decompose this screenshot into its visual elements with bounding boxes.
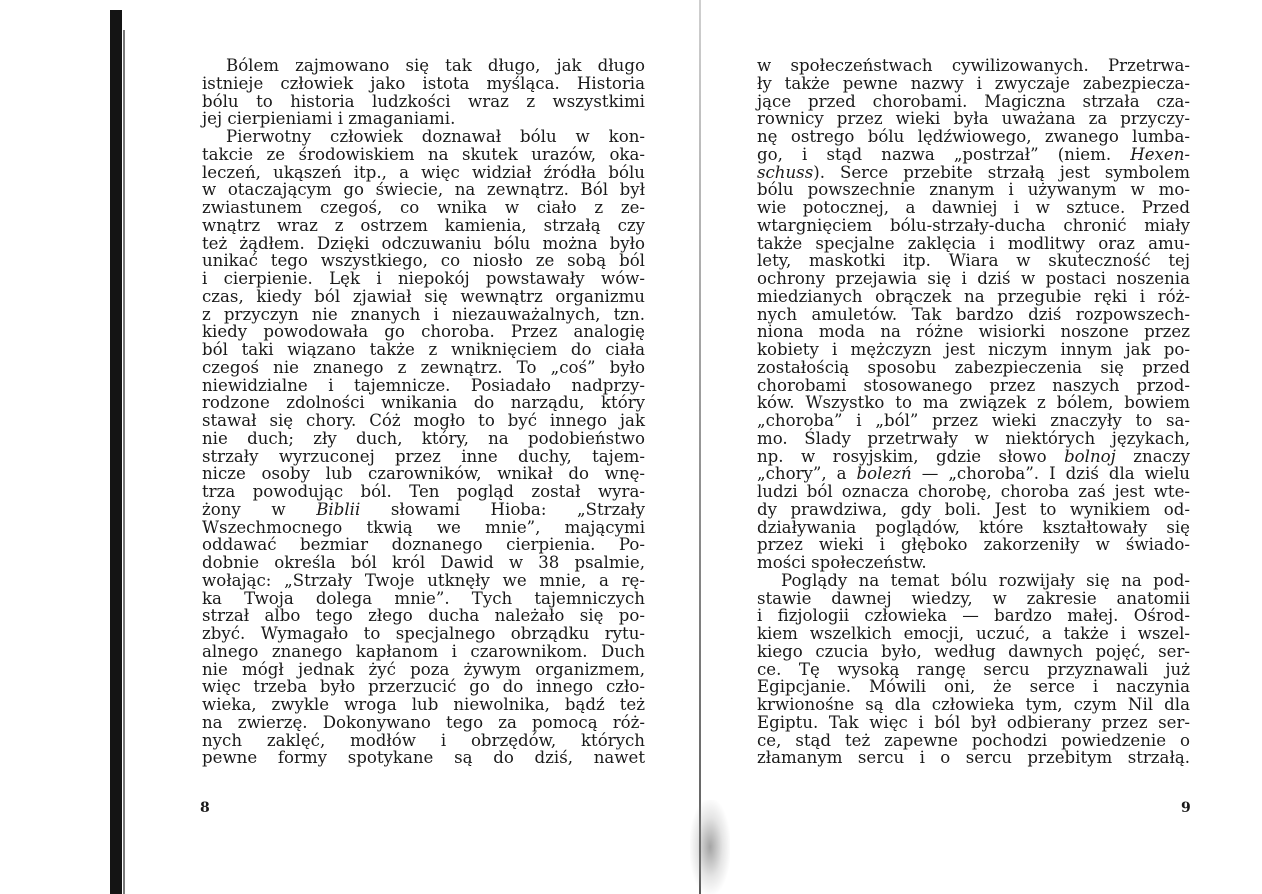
text-line: stawał się chory. Cóż mogło to być innego jak (202, 411, 645, 430)
text-line: przez wieki i głęboko zakorzeniły w świado- (757, 535, 1190, 555)
text-line: zbyć. Wymagało to specjalnego obrządku rytu- (202, 624, 645, 643)
text-line: rodzone zdolności wnikania do narządu, który (202, 393, 645, 413)
scan-binding-edge (123, 30, 125, 894)
text-line: wieka, zwykle wroga lub niewolnika, bądź też (202, 695, 645, 714)
text-line: nicze osoby lub czarowników, wnikał do wnę- (202, 464, 645, 484)
text-line: leczeń, ukąszeń itp., a więc widział źródła bólu (202, 162, 645, 182)
text-line: bólu powszechnie znanym i używanym w mo- (757, 180, 1190, 200)
text-line: unikać tego wszystkiego, co niosło ze sobą ból (202, 251, 645, 271)
text-line: ka Twoja dolega mnie”. Tych tajemniczych (202, 588, 645, 608)
text-line: zostałością sposobu zabezpieczenia się przed (757, 357, 1190, 377)
text-line: Egiptu. Tak więc i ból był odbierany przez ser- (757, 712, 1190, 732)
text-line: alnego znanego kapłanom i czarownikom. Duch (202, 641, 645, 661)
text-line: Poglądy na temat bólu rozwijały się na pod- (781, 570, 1190, 590)
text-line: schuss). Serce przebite strzałą jest symbolem (757, 162, 1190, 182)
text-line: oddawać bezmiar doznanego cierpienia. Po- (202, 535, 645, 555)
text-line: mo. Ślady przetrwały w niektórych językach, (757, 428, 1190, 448)
text-line: np. w rosyjskim, gdzie słowo bolnoj znaczy (757, 446, 1190, 466)
text-line: działywania poglądów, które kształtowały się (757, 517, 1190, 537)
text-line: czas, kiedy ból zjawiał się wewnątrz organizmu (202, 286, 645, 306)
text-line: pewne formy spotykane są do dziś, nawet (202, 748, 645, 768)
text-line: także specjalne zaklęcia i modlitwy oraz amu- (757, 233, 1190, 253)
text-line: strzał albo tego złego ducha należało się po- (202, 606, 645, 626)
text-line: z przyczyn nie znanych i niezauważalnych, tzn. (202, 304, 645, 324)
text-line: też żądłem. Dzięki odczuwaniu bólu można było (202, 233, 645, 253)
text-line: dy prawdziwa, gdy boli. Jest to wynikiem od- (757, 499, 1190, 519)
text-line: Egipcjanie. Mówili oni, że serce i naczynia (757, 677, 1190, 697)
text-line: kobiety i mężczyzn jest niczym innym jak po- (757, 340, 1190, 359)
text-line: takcie ze środowiskiem na skutek urazów, oka- (202, 144, 645, 164)
text-line: więc trzeba było przerzucić go do innego czło- (202, 677, 645, 697)
text-line: niewidzialne i tajemnicze. Posiadało nadprzy- (202, 375, 645, 395)
text-line: „chory”, a bolezń — „choroba”. I dziś dla wielu (757, 464, 1190, 484)
left-page-number: 8 (200, 800, 210, 816)
text-line: kiedy powodowała go choroba. Przez analogię (202, 322, 645, 342)
text-line: nie mógł jednak żyć poza żywym organizmem, (202, 659, 645, 679)
text-line: Wszechmocnego tkwią we mnie”, mającymi (202, 517, 645, 537)
text-line: trza powodując ból. Ten pogląd został wyra- (202, 482, 645, 501)
text-line: ków. Wszystko to ma związek z bólem, bowiem (757, 393, 1190, 413)
text-line: ce, stąd też zapewne pochodzi powiedzenie o (757, 730, 1190, 750)
text-line: nę ostrego bólu lędźwiowego, zwanego lumba- (757, 127, 1190, 146)
text-line: nych amuletów. Tak bardzo dziś rozpowszech- (757, 304, 1190, 324)
right-page-number: 9 (1181, 800, 1191, 816)
text-line: złamanym sercu i o sercu przebitym strzałą. (757, 748, 1190, 768)
text-line: wnątrz wraz z ostrzem kamienia, strzałą czy (202, 215, 645, 235)
text-line: zwiastunem czegoś, co wnika w ciało z ze- (202, 198, 645, 217)
text-line: ból taki wiązano także z wniknięciem do ciała (202, 340, 645, 359)
text-line: „choroba” i „ból” przez wieki znaczyły to sa- (757, 411, 1190, 430)
text-line: Pierwotny człowiek doznawał bólu w kon- (226, 127, 645, 146)
text-line: lety, maskotki itp. Wiara w skuteczność tej (757, 251, 1190, 271)
text-line: wie potocznej, a dawniej i w sztuce. Przed (757, 198, 1190, 217)
text-line: wołając: „Strzały Twoje utknęły we mnie, a rę- (202, 570, 645, 590)
text-line: dobnie określa ból król Dawid w 38 psalmie, (202, 553, 645, 572)
gutter-shadow (690, 800, 730, 894)
text-line: rownicy przez wieki była uważana za przyczy- (757, 109, 1190, 129)
text-line: w otaczającym go świecie, na zewnątrz. Ból był (202, 180, 645, 200)
text-line: żony w Biblii słowami Hioba: „Strzały (202, 499, 645, 519)
text-line: jej cierpieniami i zmaganiami. (202, 109, 456, 129)
text-line: ce. Tę wysoką rangę sercu przyznawali już (757, 659, 1190, 679)
text-line: miedzianych obrączek na przegubie ręki i róż- (757, 286, 1190, 306)
text-line: kiem wszelkich emocji, uczuć, a także i wszel- (757, 624, 1190, 643)
text-line: na zwierzę. Dokonywano tego za pomocą róż- (202, 712, 645, 732)
text-line: i cierpienie. Lęk i niepokój powstawały wów- (202, 269, 645, 288)
text-line: niona moda na różne wisiorki noszone przez (757, 322, 1190, 342)
text-line: wtargnięciem bólu-strzały-ducha chronić miały (757, 215, 1190, 235)
text-line: krwionośne są dla człowieka tym, czym Nil dla (757, 695, 1190, 714)
text-line: istnieje człowiek jako istota myśląca. Historia (202, 73, 645, 93)
text-line: jące przed chorobami. Magiczna strzała cza- (757, 91, 1190, 111)
text-line: strzały wyrzuconej przez inne duchy, tajem- (202, 446, 645, 466)
text-line: go, i stąd nazwa „postrzał” (niem. Hexen- (757, 144, 1190, 164)
text-line: bólu to historia ludzkości wraz z wszystkimi (202, 91, 645, 111)
right-page-text (757, 57, 1190, 767)
text-line: ły także pewne nazwy i zwyczaje zabezpiecza- (757, 73, 1190, 93)
text-line: czegoś nie znanego z zewnątrz. To „coś” było (202, 357, 645, 377)
text-line: chorobami stosowanego przez naszych przod- (757, 375, 1190, 395)
text-line: ludzi ból oznacza chorobę, choroba zaś jest wte- (757, 482, 1190, 501)
text-line: nie duch; zły duch, który, na podobieństwo (202, 428, 645, 448)
text-line: w społeczeństwach cywilizowanych. Przetrwa- (757, 56, 1190, 75)
page-gutter (699, 0, 701, 894)
text-line: kiego czucia było, według dawnych pojęć, ser- (757, 641, 1190, 661)
text-line: nych zaklęć, modłów i obrzędów, których (202, 730, 645, 750)
scan-binding-shadow (110, 10, 122, 894)
text-line: ochrony przejawia się i dziś w postaci noszenia (757, 269, 1190, 288)
text-line: mości społeczeństw. (757, 553, 927, 572)
text-line: i fizjologii człowieka — bardzo małej. Ośrod- (757, 606, 1190, 626)
text-line: Bólem zajmowano się tak długo, jak długo (226, 56, 645, 75)
left-page-text (202, 57, 645, 767)
text-line: stawie dawnej wiedzy, w zakresie anatomii (757, 588, 1190, 608)
